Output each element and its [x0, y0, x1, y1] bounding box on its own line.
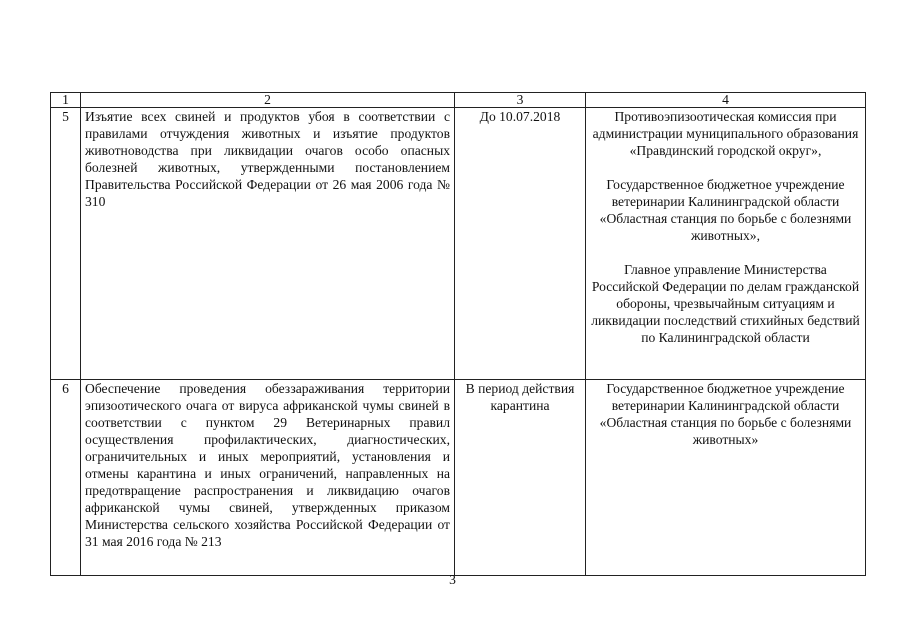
- row-number: 5: [51, 108, 81, 380]
- header-col-1: 1: [51, 93, 81, 108]
- responsible-entity: Противоэпизоотическая комиссия при администрации муниципального образования «Правдинский городской округ»,: [592, 109, 859, 158]
- responsible-cell: [586, 380, 866, 576]
- deadline-cell: В период действия карантина: [455, 380, 586, 576]
- header-col-4: 4: [586, 93, 866, 108]
- header-col-2: 2: [81, 93, 455, 108]
- row-number: 6: [51, 380, 81, 576]
- responsible-entity: Государственное бюджетное учреждение ветеринарии Калининградской области «Областная станция по борьбе с болезнями животных»: [599, 381, 852, 447]
- responsible-cell: [586, 108, 866, 380]
- page-number: 3: [449, 572, 456, 587]
- measures-table: [50, 92, 866, 576]
- header-col-3: 3: [455, 93, 586, 108]
- responsible-entity: Главное управление Министерства Российской Федерации по делам гражданской обороны, чрезвычайным ситуациям и ликвидации последствий стихийных бедствий по Калининградской области: [591, 262, 860, 345]
- table-header-row: [51, 93, 866, 108]
- task-cell: Изъятие всех свиней и продуктов убоя в соответствии с правилами отчуждения животных и изъятие продуктов животноводства при ликвидации очагов особо опасных болезней животных, утвержденными постановлением Правительства Российской Федерации от 26 мая 2006 года № 310: [81, 108, 455, 380]
- table-row: [51, 108, 866, 380]
- responsible-entity: Государственное бюджетное учреждение ветеринарии Калининградской области «Областная станция по борьбе с болезнями животных»,: [599, 177, 852, 243]
- task-cell: Обеспечение проведения обеззараживания территории эпизоотического очага от вируса африканской чумы свиней в соответствии с пунктом 29 Ветеринарных правил осуществления профилактических, диагностических, ограничительных и иных мероприятий, установления и отмены карантина и иных ограничений, направленных на предотвращение распространения и ликвидацию очагов африканской чумы свиней, утвержденных приказом Министерства сельского хозяйства Российской Федерации от 31 мая 2016 года № 213: [81, 380, 455, 576]
- deadline-cell: До 10.07.2018: [455, 108, 586, 380]
- table-row: [51, 380, 866, 576]
